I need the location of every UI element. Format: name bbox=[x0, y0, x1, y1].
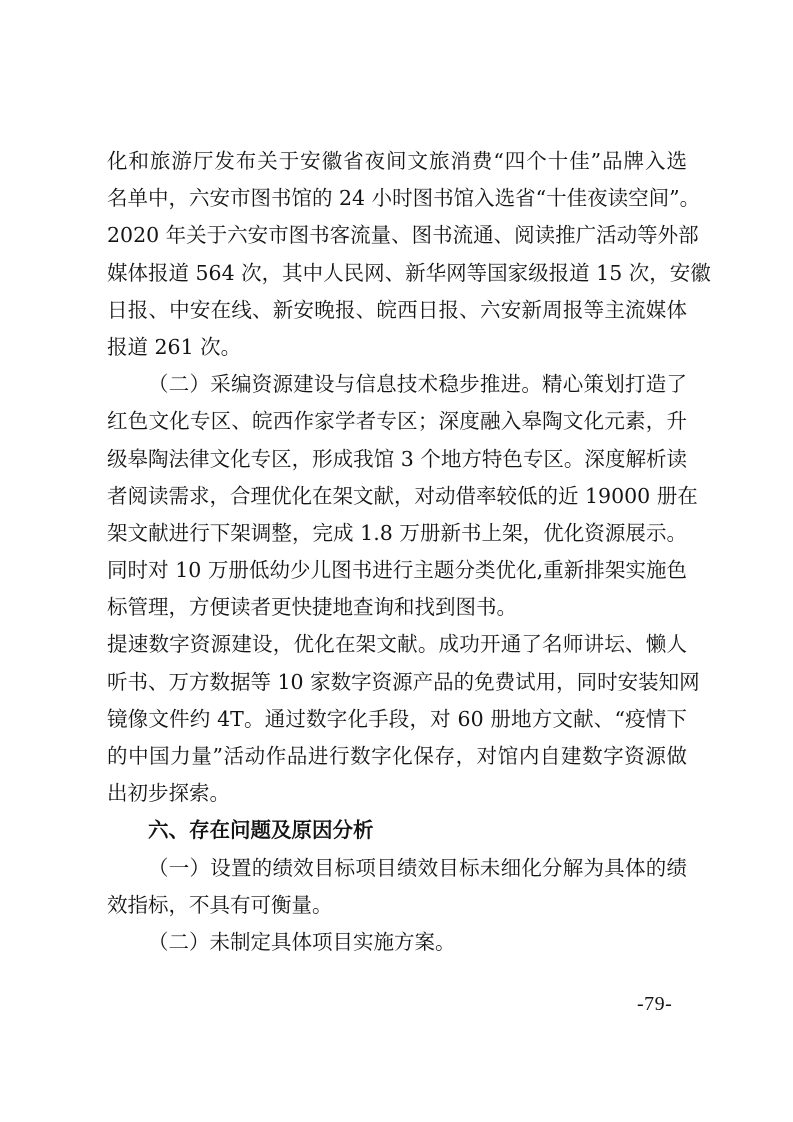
text-line: 同时对 10 万册低幼少儿图书进行主题分类优化,重新排架实施色 bbox=[107, 558, 687, 583]
text-line: 日报、中安在线、新安晚报、皖西日报、六安新周报等主流媒体 bbox=[107, 297, 687, 322]
text-line: 效指标，不具有可衡量。 bbox=[107, 892, 333, 917]
text-line: 镜像文件约 4T。通过数字化手段，对 60 册地方文献、“疫情下 bbox=[107, 706, 687, 731]
text-line: 红色文化专区、皖西作家学者专区；深度融入皋陶文化元素，升 bbox=[107, 409, 687, 434]
text-line: 化和旅游厅发布关于安徽省夜间文旅消费“四个十佳”品牌入选 bbox=[107, 149, 687, 173]
text-line: 标管理，方便读者更快捷地查询和找到图书。 bbox=[107, 595, 517, 620]
text-line: 出初步探索。 bbox=[107, 781, 230, 806]
text-line: 媒体报道 564 次，其中人民网、新华网等国家级报道 15 次，安徽 bbox=[107, 260, 711, 285]
text-line: 者阅读需求，合理优化在架文献，对动借率较低的近 19000 册在 bbox=[107, 483, 698, 508]
text-line: 2020 年关于六安市图书客流量、图书流通、阅读推广活动等外部 bbox=[107, 223, 699, 248]
text-line: 听书、万方数据等 10 家数字资源产品的免费试用，同时安装知网 bbox=[107, 669, 700, 694]
text-line: 报道 261 次。 bbox=[107, 334, 242, 359]
text-line: 架文献进行下架调整，完成 1.8 万册新书上架，优化资源展示。 bbox=[107, 520, 687, 545]
text-line: 提速数字资源建设，优化在架文献。成功开通了名师讲坛、懒人 bbox=[107, 632, 687, 657]
page-number: -79- bbox=[637, 993, 673, 1015]
problem-item-1: （一）设置的绩效目标项目绩效目标未细化分解为具体的绩 bbox=[148, 855, 687, 880]
text-line: 的中国力量”活动作品进行数字化保存，对馆内自建数字资源做 bbox=[107, 744, 687, 768]
text-line: 名单中，六安市图书馆的 24 小时图书馆入选省“十佳夜读空间”。 bbox=[107, 186, 701, 211]
text-line: 级皋陶法律文化专区，形成我馆 3 个地方特色专区。深度解析读 bbox=[107, 446, 687, 471]
document-body bbox=[107, 143, 711, 961]
section-heading: 六、存在问题及原因分析 bbox=[148, 818, 374, 843]
problem-item-2: （二）未制定具体项目实施方案。 bbox=[148, 929, 456, 954]
section-2-title-line: （二）采编资源建设与信息技术稳步推进。精心策划打造了 bbox=[148, 372, 687, 397]
